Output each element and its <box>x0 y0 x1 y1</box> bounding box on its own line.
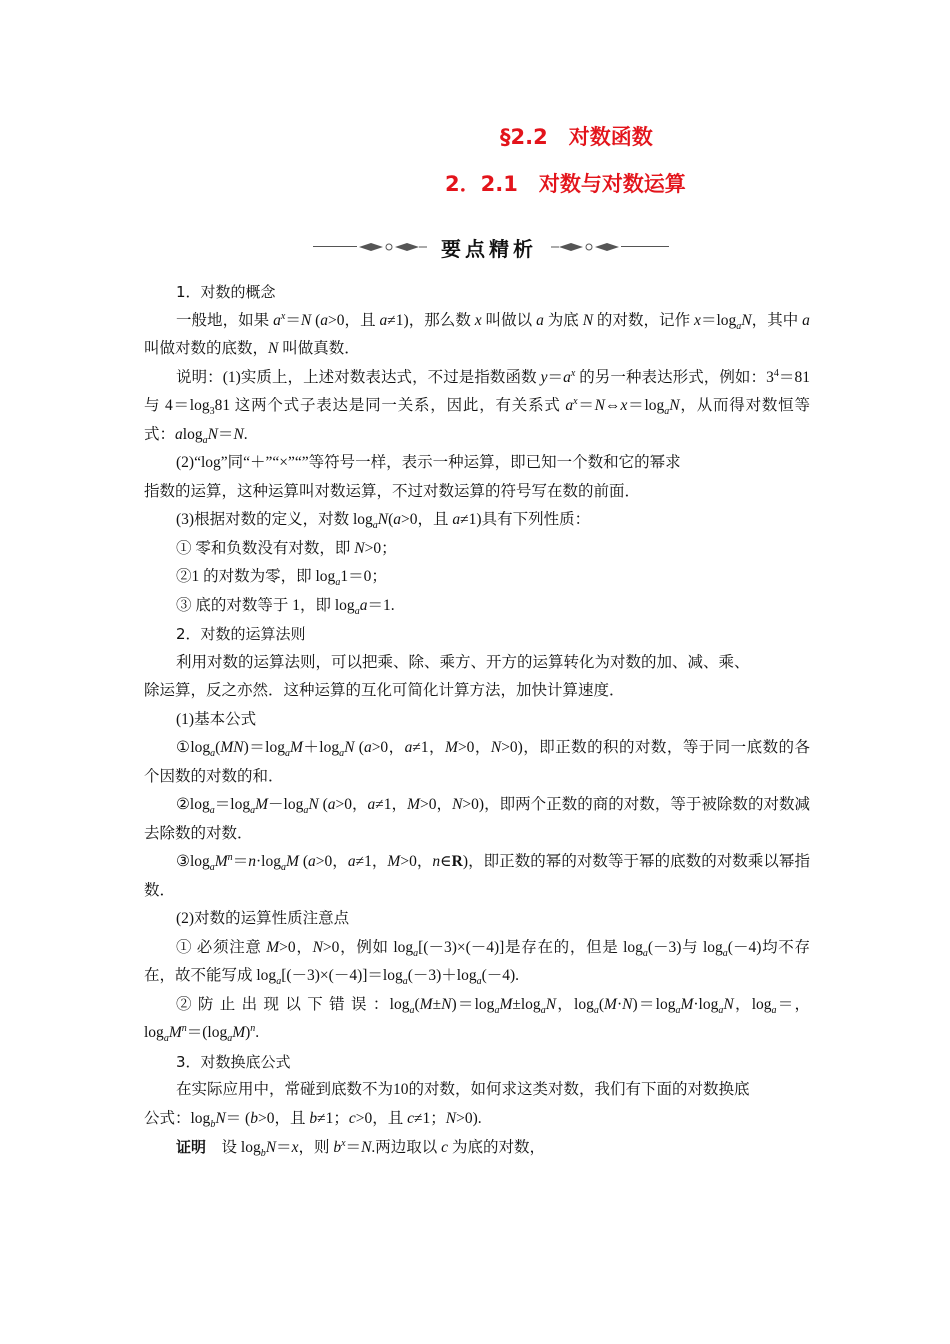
formula-quotient: $②\log_a=\log_aM-\log_aN$ (a>0，a≠1，M>0，N>0)，即两个正数的商的对数，等于被除数的对数减去除数的对数． <box>144 796 811 842</box>
banner-line-right <box>621 246 669 247</box>
ornament-right-icon <box>551 238 621 256</box>
property-3: ③ 底的对数等于 1，即 $\log_aa=1$. <box>176 596 395 617</box>
notes-heading: (2)对数的运算性质注意点 <box>176 910 350 927</box>
change-of-base-intro: 在实际应用中，常碰到底数不为10的对数，如何求这类对数，我们有下面的对数换底 <box>176 1081 750 1098</box>
paragraph-log-operation-2: 指数的运算，这种运算叫对数运算，不过对数运算的符号写在数的前面． <box>144 482 641 500</box>
change-of-base-formula: 公式：$\log_bN= (b>0$，且 b≠1；c>0，且 c≠1；N>0). <box>144 1109 482 1130</box>
paragraph-rules-2: 除运算，反之亦然．这种运算的互化可简化计算方法，加快计算速度． <box>144 682 625 699</box>
proof-label: 证明 <box>176 1138 207 1156</box>
paragraph-rules-1: 利用对数的运算法则，可以把乘、除、乘方、开方的运算转化为对数的加、减、乘、 <box>176 653 750 671</box>
ornament-left-icon <box>357 238 427 256</box>
banner-line-left <box>313 246 357 247</box>
heading-3: 3．对数换底公式 <box>176 1052 291 1071</box>
content <box>144 278 810 1163</box>
proof-paragraph: 证明 设 $\log_bN=x$，则 $b^x=N$.两边取以 c 为底的对数， <box>176 1137 545 1160</box>
properties-intro: (3)根据对数的定义，对数 $\log_aN(a>0$，且 a≠1)具有下列性质： <box>176 511 591 532</box>
banner-title: 要点精析 <box>441 237 537 261</box>
formula-product: $①\log_a(MN)=\log_aM+\log_aN$ (a>0，a≠1，M>0，N>0)，即正数的积的对数，等于同一底数的各个因数的对数的和． <box>144 739 810 785</box>
note-2: ② 防 止 出 现 以 下 错 误 ：$\log_a(M\pm N)=\log_aM\pm\log_aN$，$\log_a(M\cdot N)=\log_aM\cdot\log_aN$，$\log_a=$，$\log_aM^n=(\log_aM)^n$. <box>144 995 811 1045</box>
formula-power: $③\log_aM^n=n\cdot\log_aM$ (a>0，a≠1，M>0，n∈R)，即正数的幂的对数等于幂的底数的对数乘以幂指数． <box>144 851 810 899</box>
section-banner <box>313 230 669 264</box>
explanation-paragraph: 说明：(1)实质上，上述对数表达式，不过是指数函数 $y=a^x$ 的另一种表达形式，例如：$3^4=81$ 与 $4=\log_381$ 这两个式子表达是同一关系，因此，有关系式 $a^x=N\Leftrightarrow x=\log_aN$，从而得对数恒等式：alog$_a$N＝N. <box>144 367 810 446</box>
section-title: §2.2 对数函数 <box>500 125 653 149</box>
note-1: ① 必须注意 M>0，N>0，例如 $\log_a[(-3)\times(-4)]$是存在的，但是 $\log_a(-3)$与 $\log_a(-4)$均不存在，故不能写成 $\log_a[(-3)\times(-4)]=\log_a(-3)+\log_a(-4)$. <box>144 938 810 988</box>
heading-1: 1．对数的概念 <box>176 283 276 301</box>
definition-paragraph: 一般地，如果 $a^x=N$ (a>0，且 a≠1)，那么数 x 叫做以 a 为底 N 的对数，记作 $x=\log_aN$，其中 a 叫做对数的底数，N 叫做真数． <box>144 310 810 357</box>
property-1: ① 零和负数没有对数，即 N>0； <box>176 539 397 557</box>
heading-2: 2．对数的运算法则 <box>176 625 306 643</box>
subsection-title: 2．2.1 对数与对数运算 <box>445 172 686 196</box>
paragraph-log-operation-1: (2)“log”同“＋”“×”“”等符号一样，表示一种运算，即已知一个数和它的幂求 <box>176 454 681 471</box>
property-2: ②1 的对数为零，即 $\log_a1=0$； <box>176 568 387 589</box>
basic-formula-heading: (1)基本公式 <box>176 710 257 728</box>
